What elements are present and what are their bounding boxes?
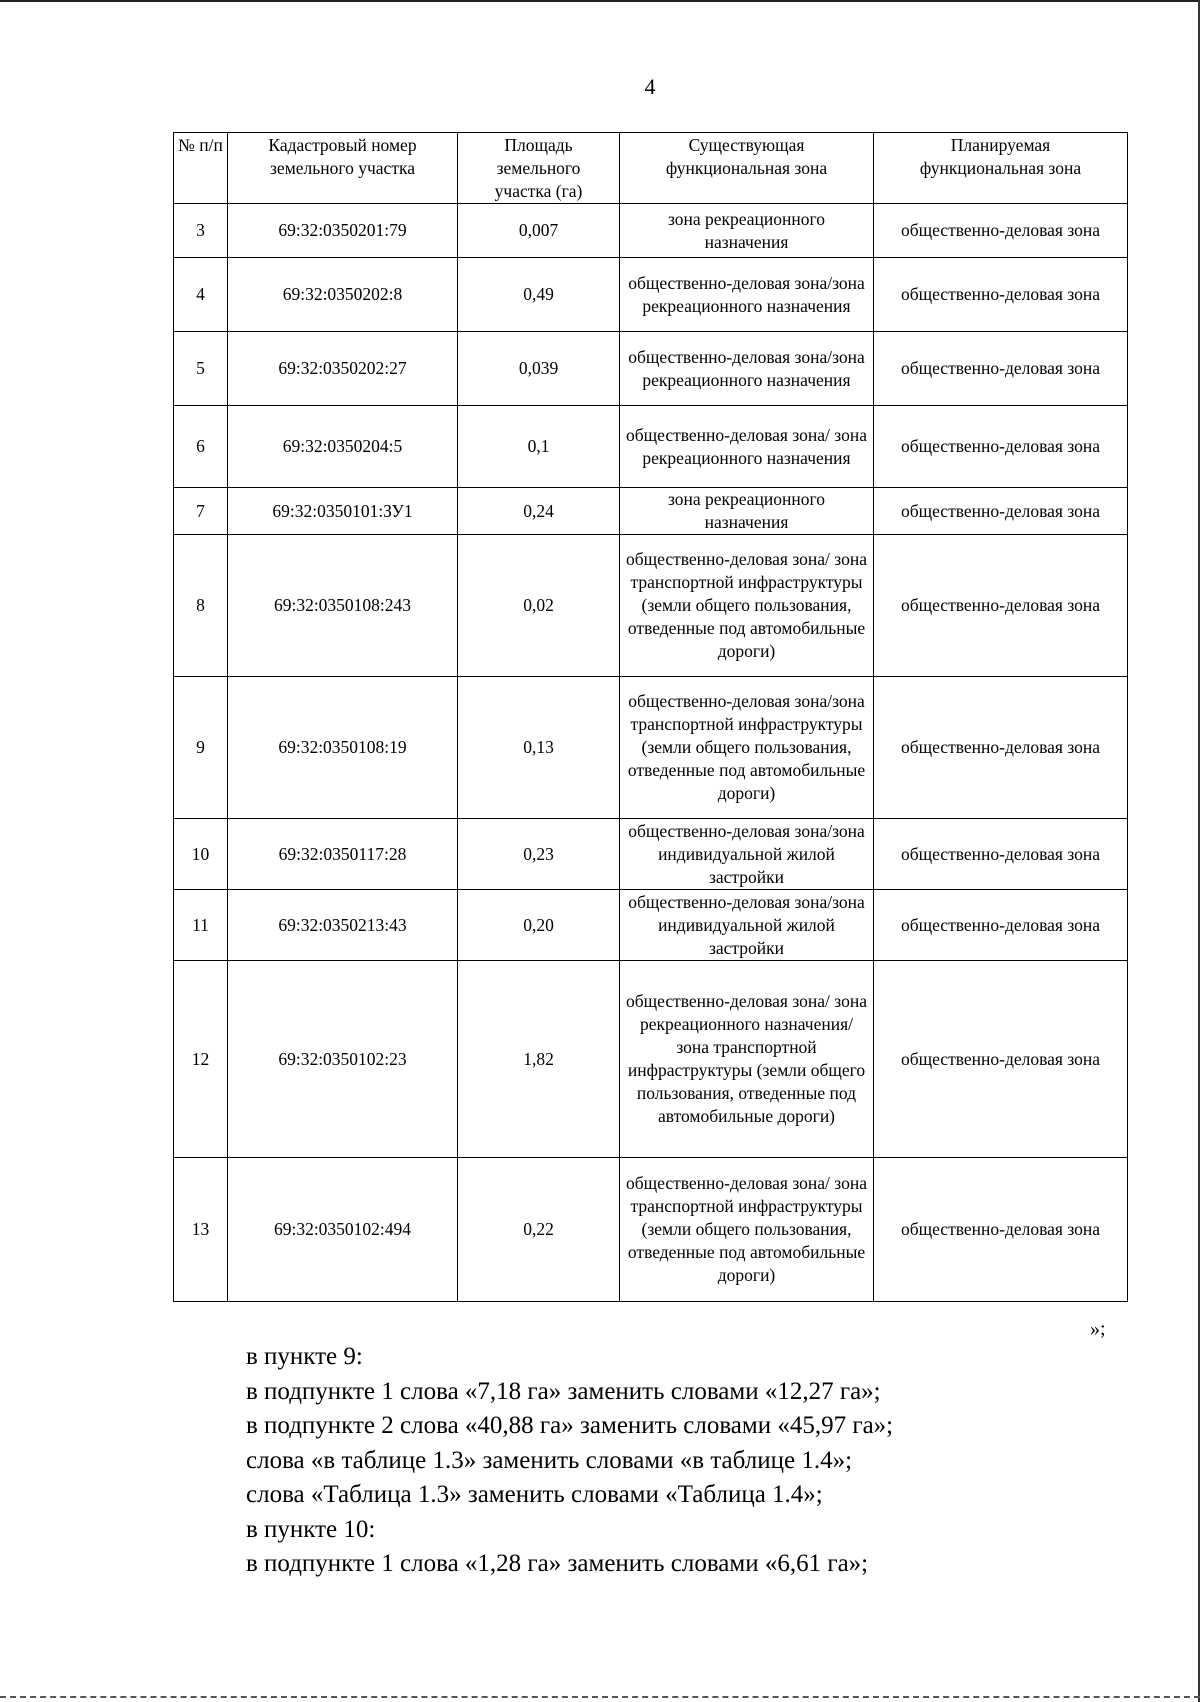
table-row (174, 677, 1128, 819)
row-number-cell: 11 (174, 890, 228, 961)
cadastral-number-cell: 69:32:0350108:243 (228, 535, 458, 677)
scan-edge-top (0, 0, 1200, 2)
area-cell: 0,02 (458, 535, 620, 677)
table-row (174, 204, 1128, 258)
amendment-line: слова «Таблица 1.3» заменить словами «Таблица 1.4»; (246, 1481, 823, 1508)
amendment-line: в пункте 10: (246, 1515, 376, 1543)
cadastral-number-cell: 69:32:0350201:79 (228, 204, 458, 258)
page-number: 4 (644, 74, 656, 99)
cadastral-number-cell: 69:32:0350202:27 (228, 332, 458, 406)
existing-zone-cell: общественно-деловая зона/ зона рекреационного назначения (620, 406, 874, 488)
planned-zone-cell: общественно-деловая зона (874, 535, 1128, 677)
planned-zone-cell: общественно-деловая зона (874, 204, 1128, 258)
table-row (174, 819, 1128, 890)
header-planned-zone: Планируемая функциональная зона (874, 133, 1128, 204)
table-row (174, 406, 1128, 488)
area-cell: 0,1 (458, 406, 620, 488)
header-area: Площадь земельного участка (га) (458, 133, 620, 204)
table-row (174, 488, 1128, 535)
existing-zone-cell: общественно-деловая зона/зона индивидуальной жилой застройки (620, 890, 874, 961)
area-cell: 0,20 (458, 890, 620, 961)
table-row (174, 332, 1128, 406)
closing-quote: »; (1090, 1318, 1106, 1340)
row-number-cell: 12 (174, 961, 228, 1158)
amendment-line: в подпункте 2 слова «40,88 га» заменить словами «45,97 га»; (246, 1412, 894, 1439)
amendment-line: в подпункте 1 слова «1,28 га» заменить словами «6,61 га»; (246, 1550, 869, 1577)
row-number-cell: 6 (174, 406, 228, 488)
existing-zone-cell: общественно-деловая зона/зона рекреационного назначения (620, 332, 874, 406)
cadastral-number-cell: 69:32:0350202:8 (228, 258, 458, 332)
area-cell: 0,007 (458, 204, 620, 258)
area-cell: 0,49 (458, 258, 620, 332)
area-cell: 0,039 (458, 332, 620, 406)
scan-edge-bottom (0, 1696, 1200, 1698)
planned-zone-cell: общественно-деловая зона (874, 488, 1128, 535)
planned-zone-cell: общественно-деловая зона (874, 890, 1128, 961)
cadastral-number-cell: 69:32:0350108:19 (228, 677, 458, 819)
table-body (174, 204, 1128, 1302)
row-number-cell: 4 (174, 258, 228, 332)
cadastral-number-cell: 69:32:0350101:ЗУ1 (228, 488, 458, 535)
row-number-cell: 7 (174, 488, 228, 535)
area-cell: 0,23 (458, 819, 620, 890)
amendments-text (246, 1340, 893, 1582)
table-row (174, 258, 1128, 332)
existing-zone-cell: общественно-деловая зона/зона рекреационного назначения (620, 258, 874, 332)
row-number-cell: 5 (174, 332, 228, 406)
header-existing-zone: Существующая функциональная зона (620, 133, 874, 204)
table-row (174, 961, 1128, 1158)
cadastral-number-cell: 69:32:0350102:494 (228, 1158, 458, 1302)
table-header-row (174, 133, 1128, 204)
area-cell: 0,13 (458, 677, 620, 819)
existing-zone-cell: общественно-деловая зона/ зона транспортной инфраструктуры (земли общего пользования, отведенные под автомобильные дороги) (620, 1158, 874, 1302)
planned-zone-cell: общественно-деловая зона (874, 406, 1128, 488)
existing-zone-cell: общественно-деловая зона/зона индивидуальной жилой застройки (620, 819, 874, 890)
existing-zone-cell: зона рекреационного назначения (620, 488, 874, 535)
table-row (174, 535, 1128, 677)
planned-zone-cell: общественно-деловая зона (874, 258, 1128, 332)
existing-zone-cell: зона рекреационного назначения (620, 204, 874, 258)
planned-zone-cell: общественно-деловая зона (874, 819, 1128, 890)
row-number-cell: 8 (174, 535, 228, 677)
cadastral-number-cell: 69:32:0350102:23 (228, 961, 458, 1158)
table-row (174, 1158, 1128, 1302)
amendment-line: в пункте 9: (246, 1343, 363, 1370)
planned-zone-cell: общественно-деловая зона (874, 1158, 1128, 1302)
area-cell: 1,82 (458, 961, 620, 1158)
area-cell: 0,24 (458, 488, 620, 535)
zones-table (173, 132, 1128, 1302)
cadastral-number-cell: 69:32:0350204:5 (228, 406, 458, 488)
cadastral-number-cell: 69:32:0350117:28 (228, 819, 458, 890)
cadastral-number-cell: 69:32:0350213:43 (228, 890, 458, 961)
row-number-cell: 9 (174, 677, 228, 819)
existing-zone-cell: общественно-деловая зона/зона транспортной инфраструктуры (земли общего пользования, отведенные под автомобильные дороги) (620, 677, 874, 819)
amendment-line: в подпункте 1 слова «7,18 га» заменить словами «12,27 га»; (246, 1377, 881, 1405)
amendment-line: слова «в таблице 1.3» заменить словами «в таблице 1.4»; (246, 1446, 853, 1474)
table-row (174, 890, 1128, 961)
row-number-cell: 13 (174, 1158, 228, 1302)
header-cadastral-number: Кадастровый номер земельного участка (228, 133, 458, 204)
planned-zone-cell: общественно-деловая зона (874, 332, 1128, 406)
planned-zone-cell: общественно-деловая зона (874, 961, 1128, 1158)
header-number: № п/п (174, 133, 228, 204)
area-cell: 0,22 (458, 1158, 620, 1302)
planned-zone-cell: общественно-деловая зона (874, 677, 1128, 819)
row-number-cell: 3 (174, 204, 228, 258)
existing-zone-cell: общественно-деловая зона/ зона транспортной инфраструктуры (земли общего пользования, отведенные под автомобильные дороги) (620, 535, 874, 677)
existing-zone-cell: общественно-деловая зона/ зона рекреационного назначения/зона транспортной инфраструктуры (земли общего пользования, отведенные под автомобильные дороги) (620, 961, 874, 1158)
row-number-cell: 10 (174, 819, 228, 890)
